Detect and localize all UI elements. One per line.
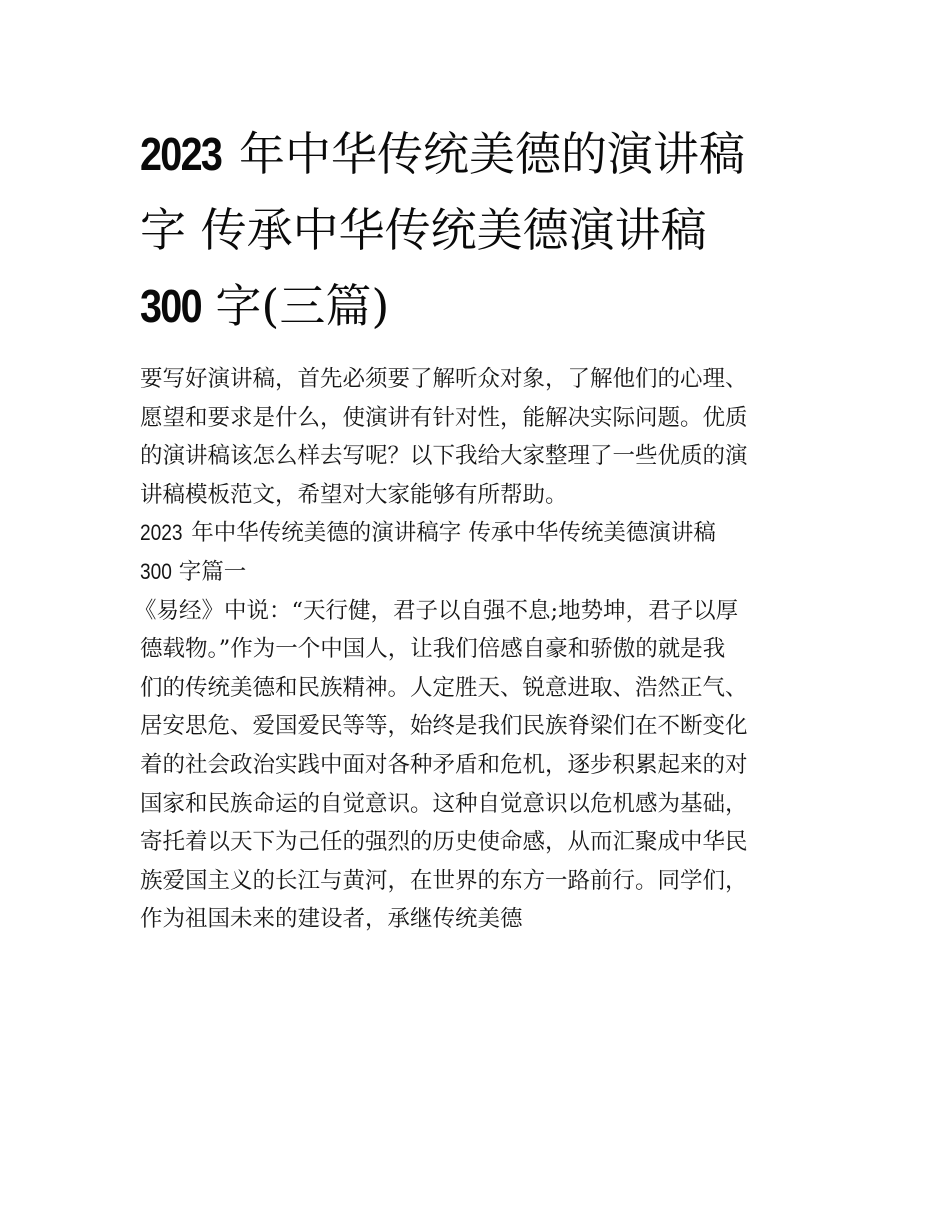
title-line-3 [140,268,820,344]
intro-line: 讲稿模板范文，希望对大家能够有所帮助。 [140,481,568,508]
title-line-2 [140,192,820,268]
title-count: 300 [140,280,201,332]
body-line: 居安思危、爱国爱民等等，始终是我们民族脊梁们在不断变化 [140,713,748,740]
body-line: 族爱国主义的长江与黄河，在世界的东方一路前行。同学们， [140,867,748,894]
section-heading-line-2 [140,553,830,592]
body-line: 德载物。”作为一个中国人，让我们倍感自豪和骄傲的就是我 [140,636,726,663]
body-line: 作为祖国未来的建设者，承继传统美德 [140,906,523,933]
body-line: 着的社会政治实践中面对各种矛盾和危机，逐步积累起来的对 [140,751,748,778]
section-heading-line-1 [140,514,830,553]
body-line: 《易经》中说：“天行健，君子以自强不息;地势坤，君子以厚 [134,597,739,624]
body-paragraph [134,592,830,939]
document-title [140,116,820,344]
intro-paragraph [140,360,830,514]
section-heading-count: 300 [140,558,172,584]
body-line: 寄托着以天下为己任的强烈的历史使命感，从而汇聚成中华民 [140,829,748,856]
intro-line: 要写好演讲稿，首先必须要了解听众对象，了解他们的心理、 [140,366,748,392]
title-line-1-text: 年中华传统美德的演讲稿 [224,127,745,181]
title-year: 2023 [140,128,222,180]
document-body [134,360,830,939]
title-line-3-text: 字(三篇) [200,279,390,333]
body-line: 们的传统美德和民族精神。人定胜天、锐意进取、浩然正气、 [140,674,748,701]
title-line-2-text: 字 传承中华传统美德演讲稿 [140,203,707,257]
section-heading-line-1-text: 年中华传统美德的演讲稿字 传承中华传统美德演讲稿 [184,520,716,547]
body-line: 国家和民族命运的自觉意识。这种自觉意识以危机感为基础， [140,790,748,817]
title-line-1 [140,116,820,192]
section-heading-line-2-text: 字篇一 [171,558,247,585]
intro-line: 的演讲稿该怎么样去写呢？以下我给大家整理了一些优质的演 [140,443,748,470]
intro-line: 愿望和要求是什么，使演讲有针对性，能解决实际问题。优质 [140,404,748,431]
section-heading [140,514,830,591]
section-heading-year: 2023 [140,520,183,546]
